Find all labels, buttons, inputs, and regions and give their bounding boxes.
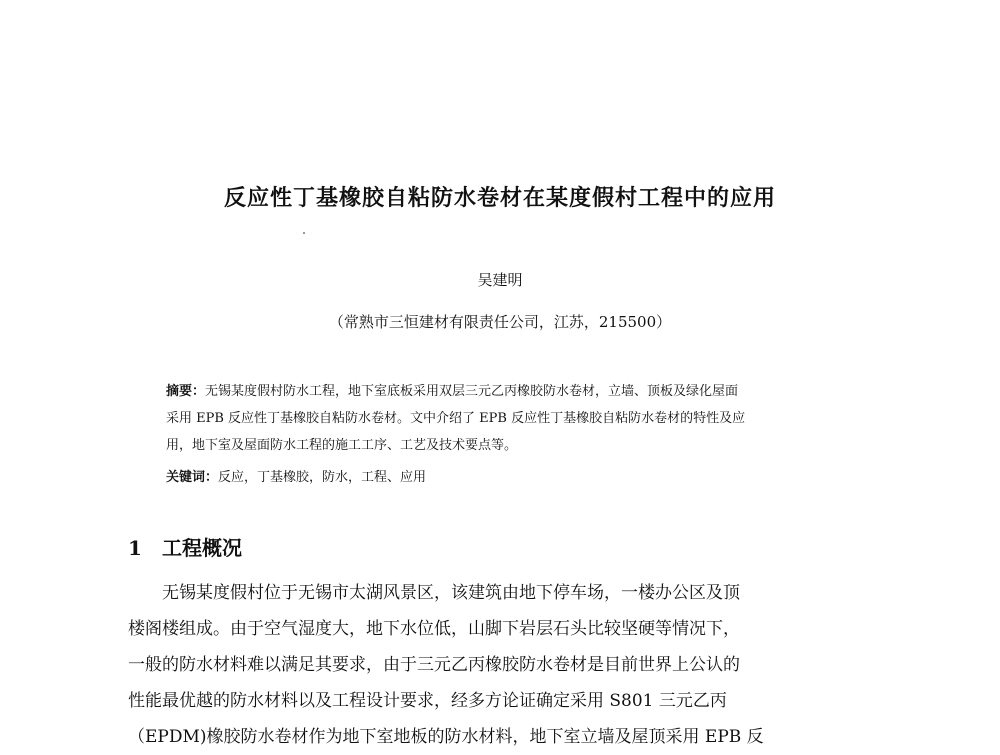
body-line: （EPDM)橡胶防水卷材作为地下室地板的防水材料，地下室立墙及屋顶采用 EPB 反 <box>128 727 764 747</box>
section-number: 1 <box>128 536 142 560</box>
abstract-block <box>166 378 836 459</box>
keywords-block <box>166 464 836 491</box>
abstract-line <box>166 378 836 405</box>
abstract-line: 用，地下室及屋面防水工程的施工工序、工艺及技术要点等。 <box>166 438 518 453</box>
keywords-label: 关键词： <box>166 470 219 485</box>
abstract-line: 采用 EPB 反应性丁基橡胶自粘防水卷材。文中介绍了 EPB 反应性丁基橡胶自粘防水卷材的特性及应 <box>166 411 746 426</box>
section-body <box>128 575 868 755</box>
section-title: 工程概况 <box>162 536 242 560</box>
section-heading <box>128 532 242 561</box>
body-line: 性能最优越的防水材料以及工程设计要求，经多方论证确定采用 S801 三元乙丙 <box>128 691 727 711</box>
author-affiliation: （常熟市三恒建材有限责任公司，江苏，215500） <box>328 313 672 331</box>
abstract-text: 无锡某度假村防水工程，地下室底板采用双层三元乙丙橡胶防水卷材，立墙、顶板及绿化屋面 <box>205 384 739 399</box>
keywords-text: 反应，丁基橡胶，防水，工程、应用 <box>218 470 427 485</box>
scan-speck <box>303 232 305 234</box>
paper-title: 反应性丁基橡胶自粘防水卷材在某度假村工程中的应用 <box>223 186 776 211</box>
body-line: 楼阁楼组成。由于空气湿度大，地下水位低，山脚下岩层石头比较坚硬等情况下， <box>128 619 740 639</box>
body-line: 一般的防水材料难以满足其要求，由于三元乙丙橡胶防水卷材是目前世界上公认的 <box>128 655 740 675</box>
body-line: 无锡某度假村位于无锡市太湖风景区，该建筑由地下停车场，一楼办公区及顶 <box>128 583 740 603</box>
author-name: 吴建明 <box>477 271 523 289</box>
abstract-label: 摘要： <box>166 384 206 399</box>
